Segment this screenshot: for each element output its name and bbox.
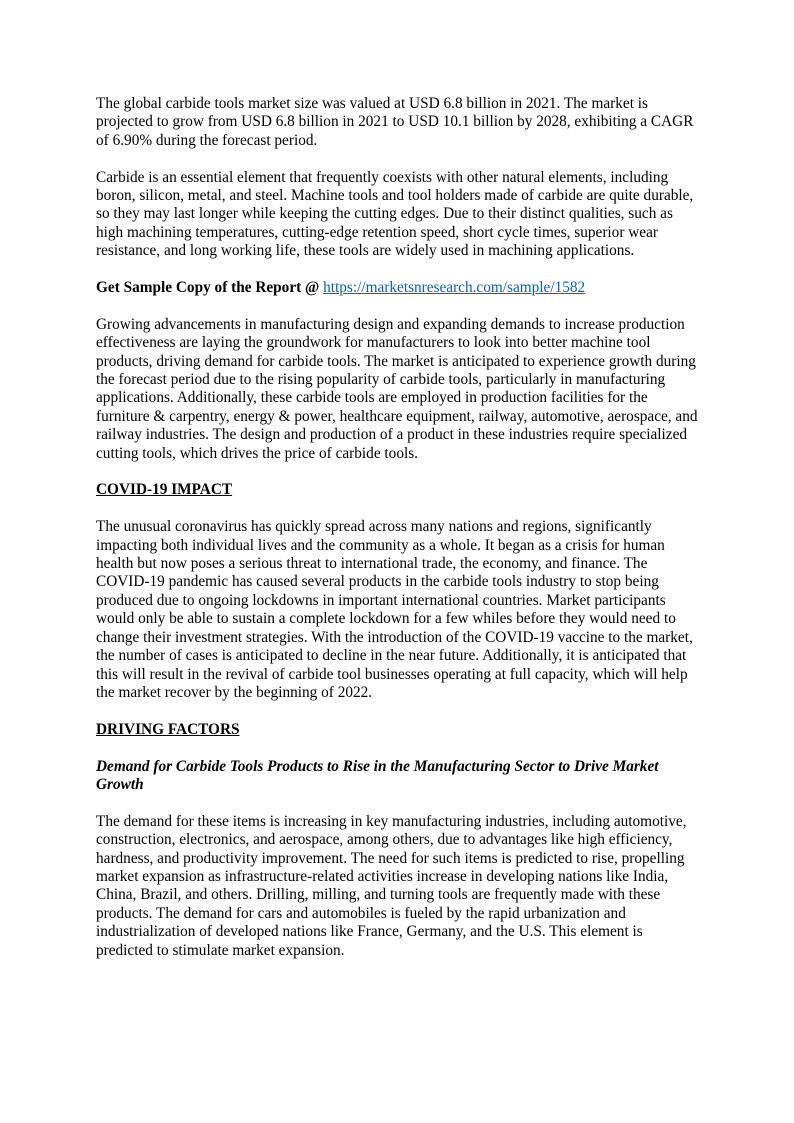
driving-factors-paragraph: The demand for these items is increasing in key manufacturing industries, including automotive, construction, electronics, and aerospace, among others, due to advantages like high efficiency, hardness, and productivity improvement. The need for such items is predicted to rise, propelling market expansion as infrastructure-related activities increase in developing nations like India, China, Brazil, and others. Drilling, milling, and turning tools are frequently made with these products. The demand for cars and automobiles is fueled by the rapid urbanization and industrialization of developed nations like France, Germany, and the U.S. This element is predicted to stimulate market expansion.	[96, 812, 687, 959]
sample-copy-link[interactable]: https://marketsnresearch.com/sample/1582	[323, 279, 586, 297]
intro-paragraph-1: The global carbide tools market size was valued at USD 6.8 billion in 2021. The market is projected to grow from USD 6.8 billion in 2021 to USD 10.1 billion by 2028, exhibiting a CAGR of 6.90% during the forecast period.	[96, 95, 694, 149]
covid-impact-heading: COVID-19 IMPACT	[96, 481, 233, 499]
driving-factors-heading: DRIVING FACTORS	[96, 720, 240, 738]
document-page	[96, 95, 700, 978]
sample-copy-line	[96, 279, 700, 297]
driving-factors-subheading: Demand for Carbide Tools Products to Rise in the Manufacturing Sector to Drive Market Growth	[96, 757, 659, 793]
sample-copy-label: Get Sample Copy of the Report @	[96, 279, 320, 297]
overview-paragraph: Growing advancements in manufacturing design and expanding demands to increase production effectiveness are laying the groundwork for manufacturers to look into better machine tool products, driving demand for carbide tools. The market is anticipated to experience growth during the forecast period due to the rising popularity of carbide tools, particularly in manufacturing applications. Additionally, these carbide tools are employed in production facilities for the furniture & carpentry, energy & power, healthcare equipment, railway, automotive, aerospace, and railway industries. The design and production of a product in these industries require specialized cutting tools, which drives the price of carbide tools.	[96, 315, 698, 462]
covid-impact-paragraph: The unusual coronavirus has quickly spread across many nations and regions, significantly impacting both individual lives and the community as a whole. It began as a crisis for human health but now poses a serious threat to international trade, the economy, and finance. The COVID-19 pandemic has caused several products in the carbide tools industry to stop being produced due to ongoing lockdowns in important international countries. Market participants would only be able to sustain a complete lockdown for a few whiles before they would need to change their investment strategies. With the introduction of the COVID-19 vaccine to the market, the number of cases is anticipated to decline in the near future. Additionally, it is anticipated that this will result in the revival of carbide tool businesses operating at full capacity, which will help the market recover by the beginning of 2022.	[96, 518, 693, 701]
intro-paragraph-2: Carbide is an essential element that frequently coexists with other natural elements, including boron, silicon, metal, and steel. Machine tools and tool holders made of carbide are quite durable, so they may last longer while keeping the cutting edges. Due to their distinct qualities, such as high machining temperatures, cutting-edge retention speed, short cycle times, superior wear resistance, and long working life, these tools are widely used in machining applications.	[96, 168, 694, 260]
